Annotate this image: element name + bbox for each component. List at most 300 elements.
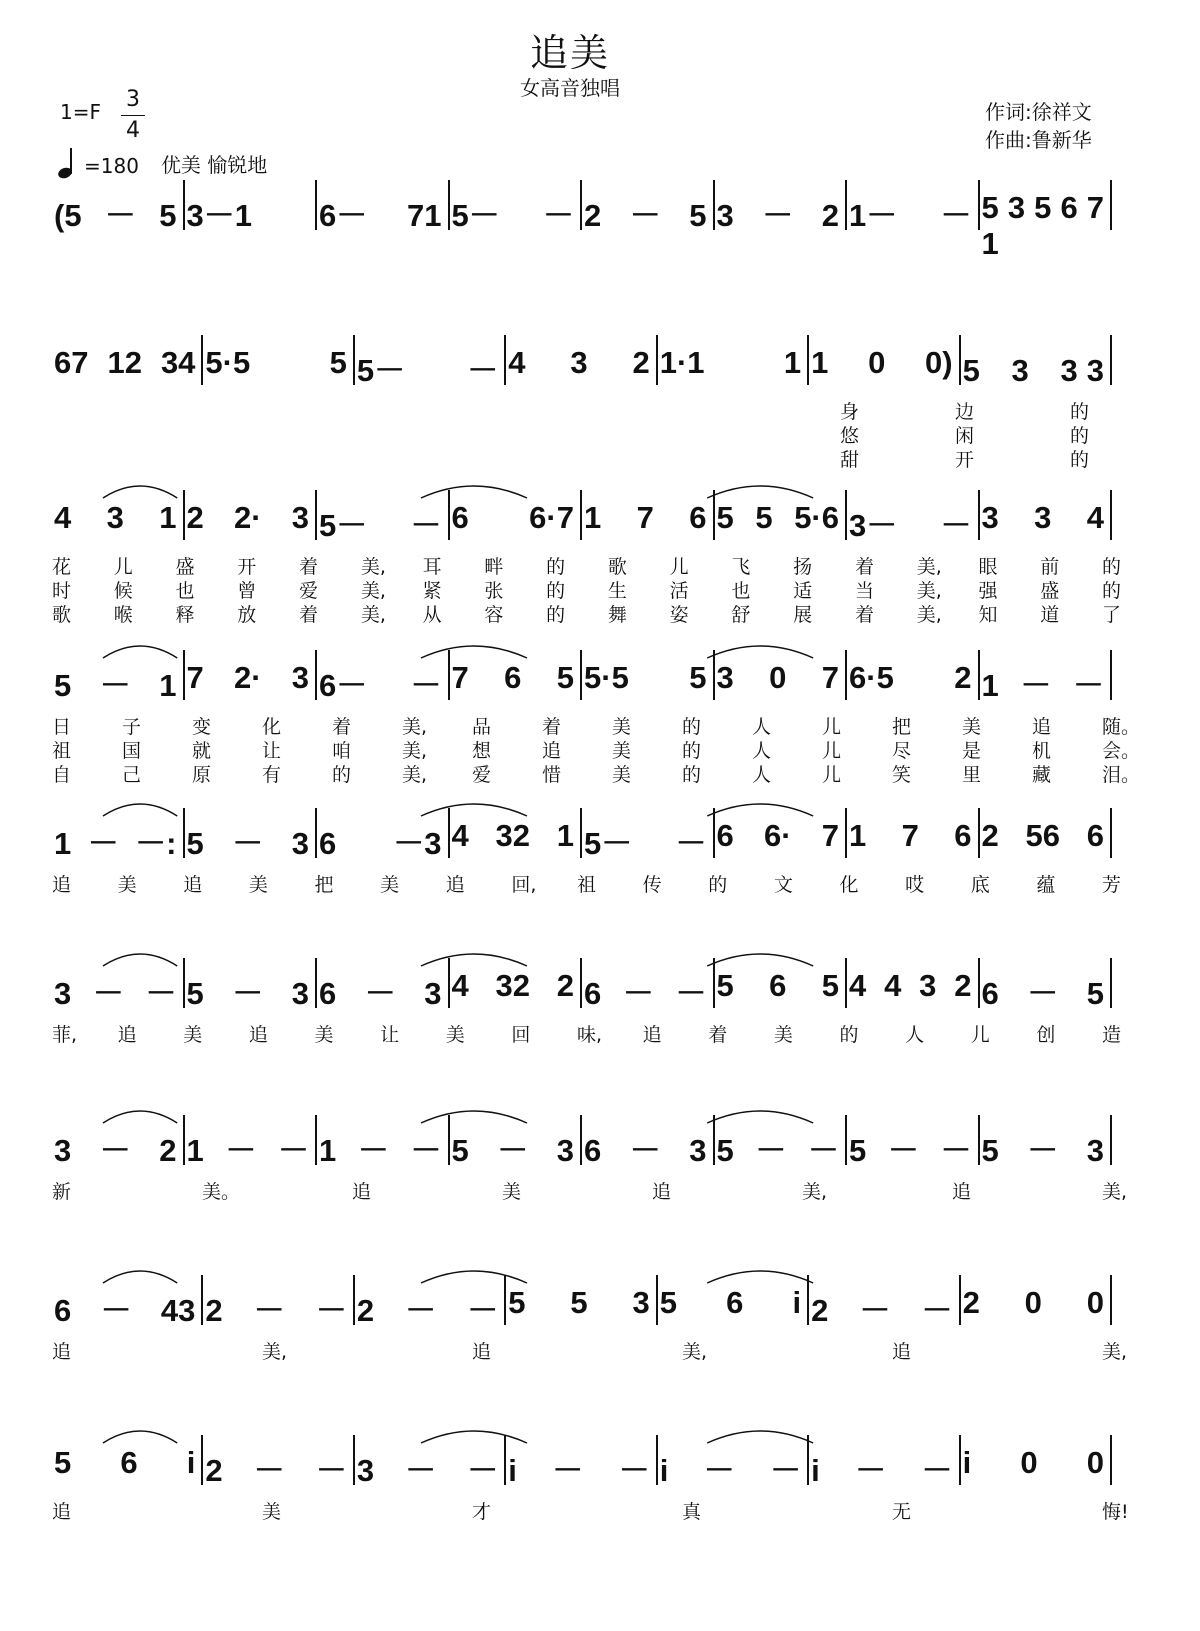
slur-arc [421, 954, 527, 966]
measure: 5·5 5 [584, 660, 707, 695]
lyric-syllable: 创 [1036, 1024, 1056, 1046]
lyric-syllable: 泪。 [1102, 764, 1141, 786]
credits [985, 98, 1092, 154]
lyric-syllable: 美, [262, 1341, 288, 1363]
time-signature-bottom: 4 [126, 118, 140, 143]
measure: 5 5 3 [508, 1285, 650, 1320]
lyric-syllable: 美, [402, 740, 428, 762]
lyric-syllable: 随。 [1102, 716, 1141, 738]
lyrics-block [40, 1177, 1160, 1201]
lyric-syllable: 了 [1102, 604, 1122, 626]
lyric-syllable: 美, [916, 580, 942, 602]
lyric-syllable: 盛 [1040, 580, 1060, 602]
lyric-syllable: 张 [484, 580, 504, 602]
lyric-syllable: 的 [682, 740, 702, 762]
measure: 6 － 3 [319, 976, 442, 1011]
lyric-syllable: 菲, [52, 1024, 78, 1046]
lyric-syllable: 着 [708, 1024, 728, 1046]
measure: 5 － 3 [981, 1133, 1104, 1168]
slur-arc [103, 804, 177, 816]
lyric-syllable: 才 [472, 1501, 492, 1523]
slur-arc [421, 1431, 527, 1443]
measure: i － － [659, 1453, 802, 1488]
lyric-syllable: 开 [237, 556, 257, 578]
lyric-syllable: 展 [793, 604, 813, 626]
measure: 3 － － [356, 1453, 499, 1488]
lyric-syllable: 的 [332, 764, 352, 786]
lyric-syllable: 自 [52, 764, 72, 786]
measure: 5－ － [584, 826, 707, 861]
lyric-syllable: 的 [546, 580, 566, 602]
lyric-syllable: 原 [192, 764, 212, 786]
lyric-syllable: 有 [262, 764, 282, 786]
slur-arc [421, 646, 527, 658]
lyrics-verse [40, 421, 1160, 445]
lyric-syllable: 畔 [484, 556, 504, 578]
lyric-syllable: 美 [262, 1501, 282, 1523]
lyric-syllable: 美, [682, 1341, 708, 1363]
lyrics-block [40, 1020, 1160, 1044]
lyric-syllable: 儿 [822, 716, 842, 738]
lyric-syllable: 儿 [669, 556, 689, 578]
time-signature [118, 85, 148, 146]
lyric-syllable: 道 [1040, 604, 1060, 626]
slur-layer [40, 325, 1160, 345]
slur-arc [707, 1271, 813, 1283]
measure: 5 － 3 [186, 826, 309, 861]
lyric-syllable: 美 [445, 1024, 465, 1046]
measure: 5 6 5 [716, 968, 839, 1003]
measure: 1 － －: [54, 826, 177, 861]
measure: 5 6 i [659, 1285, 802, 1320]
measure: 2 － － [205, 1293, 347, 1328]
lyrics-verse [40, 576, 1160, 600]
staff-row [40, 1435, 1160, 1521]
staff-row [40, 808, 1160, 894]
lyric-syllable: 的 [682, 764, 702, 786]
lyric-syllable: 的 [682, 716, 702, 738]
lyric-syllable: 美, [360, 604, 386, 626]
staff-row [40, 1115, 1160, 1201]
lyric-syllable: 美, [360, 580, 386, 602]
lyric-syllable: 眼 [978, 556, 998, 578]
lyric-syllable: 追 [952, 1181, 972, 1203]
lyric-syllable: 新 [52, 1181, 72, 1203]
lyric-syllable: 悔! [1102, 1501, 1129, 1523]
lyric-syllable: 的 [1070, 401, 1090, 423]
slur-arc [103, 1111, 177, 1123]
tempo-value: =180 [84, 154, 139, 178]
lyric-syllable: 生 [607, 580, 627, 602]
lyric-syllable: 变 [192, 716, 212, 738]
lyric-syllable: 时 [52, 580, 72, 602]
measure: (5 － 5 [54, 198, 177, 233]
lyric-syllable: 里 [962, 764, 982, 786]
measure: 3 0 7 [716, 660, 839, 695]
key-signature: 1=F [60, 100, 101, 124]
lyric-syllable: 追 [642, 1024, 662, 1046]
slur-arc [707, 954, 813, 966]
lyric-syllable: 也 [175, 580, 195, 602]
lyrics-block [40, 552, 1160, 624]
staff-row [40, 1275, 1160, 1361]
lyric-syllable: 爱 [472, 764, 492, 786]
lyric-syllable: 扬 [793, 556, 813, 578]
lyric-syllable: 惜 [542, 764, 562, 786]
lyric-syllable: 飞 [731, 556, 751, 578]
measure: 1－ － [849, 198, 972, 233]
measure: 2 － － [356, 1293, 499, 1328]
lyric-syllable: 歌 [52, 604, 72, 626]
lyric-syllable: 人 [752, 764, 772, 786]
lyric-syllable: 回, [511, 874, 537, 896]
slur-arc [707, 646, 813, 658]
lyrics-verse [40, 1497, 1160, 1521]
lyric-syllable: 闲 [955, 425, 975, 447]
lyric-syllable: 的 [546, 556, 566, 578]
staff-row [40, 490, 1160, 624]
lyric-syllable: 美, [916, 556, 942, 578]
lyric-syllable: 化 [262, 716, 282, 738]
lyricist: 作词:徐祥文 [985, 100, 1092, 124]
lyric-syllable: 悠 [840, 425, 860, 447]
measure: 1·1 1 [659, 345, 802, 380]
measure: 6·5 2 [849, 660, 972, 695]
lyric-syllable: 活 [669, 580, 689, 602]
lyrics-verse [40, 870, 1160, 894]
measure: 1 － － [319, 1133, 442, 1168]
lyric-syllable: 追 [445, 874, 465, 896]
lyric-syllable: 把 [892, 716, 912, 738]
lyric-syllable: 美, [916, 604, 942, 626]
measure: 1 － － [186, 1133, 309, 1168]
lyric-syllable: 爱 [299, 580, 319, 602]
measure: 6 － 3 [584, 1133, 707, 1168]
lyric-syllable: 儿 [113, 556, 133, 578]
lyric-syllable: 美, [360, 556, 386, 578]
lyrics-verse [40, 760, 1160, 784]
lyric-syllable: 耳 [422, 556, 442, 578]
measure: 7 2· 3 [186, 660, 309, 695]
lyrics-verse [40, 552, 1160, 576]
measure: 6 6· 7 [716, 818, 839, 853]
lyric-syllable: 着 [299, 556, 319, 578]
lyric-syllable: 的 [1102, 580, 1122, 602]
slur-arc [421, 804, 527, 816]
lyric-syllable: 喉 [113, 604, 133, 626]
staff-row [40, 650, 1160, 784]
lyric-syllable: 姿 [669, 604, 689, 626]
lyric-syllable: 追 [542, 740, 562, 762]
lyric-syllable: 的 [1102, 556, 1122, 578]
slur-layer [40, 480, 1160, 500]
lyric-syllable: 哎 [905, 874, 925, 896]
lyrics-verse [40, 445, 1160, 469]
measure: 6 － － [584, 976, 707, 1011]
lyric-syllable: 着 [299, 604, 319, 626]
lyric-syllable: 咱 [332, 740, 352, 762]
slur-arc [103, 646, 177, 658]
lyric-syllable: 边 [955, 401, 975, 423]
lyric-syllable: 美, [1102, 1181, 1128, 1203]
lyric-syllable: 舒 [731, 604, 751, 626]
measure: 4 3 1 [54, 500, 177, 535]
slur-layer [40, 1105, 1160, 1125]
lyric-syllable: 舞 [607, 604, 627, 626]
slur-arc [707, 1431, 813, 1443]
measure: 5 － 3 [451, 1133, 574, 1168]
lyric-syllable: 儿 [822, 764, 842, 786]
slur-arc [103, 486, 177, 498]
lyric-syllable: 花 [52, 556, 72, 578]
slur-arc [707, 1111, 813, 1123]
lyric-syllable: 身 [840, 401, 860, 423]
measure: 2 － 5 [584, 198, 707, 233]
lyric-syllable: 强 [978, 580, 998, 602]
slur-arc [421, 486, 527, 498]
lyric-syllable: 美, [402, 764, 428, 786]
lyric-syllable: 美 [612, 740, 632, 762]
lyrics-block [40, 397, 1160, 469]
measure: 3 3 4 [981, 500, 1104, 535]
measure: 3 － 2 [716, 198, 839, 233]
lyric-syllable: 真 [682, 1501, 702, 1523]
lyric-syllable: 适 [793, 580, 813, 602]
lyric-syllable: 也 [731, 580, 751, 602]
lyric-syllable: 美 [248, 874, 268, 896]
lyrics-verse [40, 397, 1160, 421]
lyric-syllable: 着 [854, 556, 874, 578]
lyric-syllable: 是 [962, 740, 982, 762]
lyric-syllable: 底 [970, 874, 990, 896]
lyric-syllable: 的 [1070, 425, 1090, 447]
lyric-syllable: 品 [472, 716, 492, 738]
measure: 6 － 43 [54, 1293, 196, 1328]
measure: 1 － － [981, 668, 1104, 703]
lyric-syllable: 美 [962, 716, 982, 738]
lyric-syllable: 曾 [237, 580, 257, 602]
lyric-syllable: 人 [905, 1024, 925, 1046]
lyric-syllable: 美 [117, 874, 137, 896]
lyric-syllable: 儿 [822, 740, 842, 762]
lyric-syllable: 容 [484, 604, 504, 626]
composer: 作曲:鲁新华 [985, 128, 1092, 152]
lyric-syllable: 的 [1070, 449, 1090, 471]
measure: 3 － 2 [54, 1133, 177, 1168]
measure: 2 56 6 [981, 818, 1104, 853]
lyric-syllable: 的 [708, 874, 728, 896]
lyrics-verse [40, 1337, 1160, 1361]
measure: 2 － － [205, 1453, 347, 1488]
lyric-syllable: 美 [612, 716, 632, 738]
song-title: 追美 [529, 31, 610, 75]
lyric-syllable: 追 [472, 1341, 492, 1363]
slur-layer [40, 1425, 1160, 1445]
measure: 4 32 1 [451, 818, 574, 853]
lyric-syllable: 国 [122, 740, 142, 762]
lyric-syllable: 把 [314, 874, 334, 896]
measure: 5 － － [716, 1133, 839, 1168]
measure: 5 6 i [54, 1445, 196, 1480]
lyrics-verse [40, 600, 1160, 624]
staff-row [40, 180, 1160, 261]
measure: 2 2· 3 [186, 500, 309, 535]
slur-layer [40, 170, 1160, 190]
measure: 5 5 5·6 [716, 500, 839, 535]
lyric-syllable: 笑 [892, 764, 912, 786]
lyric-syllable: 蕴 [1036, 874, 1056, 896]
measure: 5－ － [356, 353, 499, 388]
slur-arc [103, 954, 177, 966]
song-subtitle: 女高音独唱 [520, 76, 620, 100]
lyric-syllable: 无 [892, 1501, 912, 1523]
measure: 6－ － [319, 668, 442, 703]
lyric-syllable: 造 [1102, 1024, 1122, 1046]
measure: 5 3 5 6 7 1 [981, 190, 1104, 261]
lyric-syllable: 着 [854, 604, 874, 626]
lyrics-verse [40, 736, 1160, 760]
measure: 6 － 5 [981, 976, 1104, 1011]
lyric-syllable: 知 [978, 604, 998, 626]
lyric-syllable: 让 [262, 740, 282, 762]
lyric-syllable: 味, [577, 1024, 603, 1046]
measure: 6 6·7 [451, 500, 574, 535]
measure: 1 0 0) [811, 345, 953, 380]
lyric-syllable: 从 [422, 604, 442, 626]
lyric-syllable: 美, [402, 716, 428, 738]
lyric-syllable: 歌 [607, 556, 627, 578]
lyric-syllable: 人 [752, 740, 772, 762]
measure: 5－ － [319, 508, 442, 543]
lyric-syllable: 人 [752, 716, 772, 738]
lyric-syllable: 追 [352, 1181, 372, 1203]
lyric-syllable: 祖 [577, 874, 597, 896]
lyric-syllable: 美 [612, 764, 632, 786]
slur-layer [40, 1265, 1160, 1285]
lyric-syllable: 让 [380, 1024, 400, 1046]
slur-arc [103, 1431, 177, 1443]
slur-arc [707, 804, 813, 816]
lyric-syllable: 文 [773, 874, 793, 896]
measure: 4 4 3 2 [849, 968, 972, 1003]
lyric-syllable: 放 [237, 604, 257, 626]
measure: 6－ 71 [319, 198, 442, 233]
lyric-syllable: 美 [183, 1024, 203, 1046]
measure: 1 7 6 [584, 500, 707, 535]
measure: 1 7 6 [849, 818, 972, 853]
lyric-syllable: 前 [1040, 556, 1060, 578]
lyric-syllable: 追 [1032, 716, 1052, 738]
lyrics-block [40, 870, 1160, 894]
staff-row [40, 958, 1160, 1044]
measure: 3－ － [849, 508, 972, 543]
lyric-syllable: 追 [52, 1501, 72, 1523]
measure: 5 3 3 3 [962, 353, 1104, 388]
lyrics-block [40, 1337, 1160, 1361]
lyric-syllable: 追 [52, 1341, 72, 1363]
lyric-syllable: 释 [175, 604, 195, 626]
measure: 5 － － [849, 1133, 972, 1168]
lyrics-block [40, 1497, 1160, 1521]
measure: 2 0 0 [962, 1285, 1104, 1320]
lyric-syllable: 美 [314, 1024, 334, 1046]
lyric-syllable: 美, [1102, 1341, 1128, 1363]
lyric-syllable: 追 [652, 1181, 672, 1203]
measure: 7 6 5 [451, 660, 574, 695]
slur-arc [421, 1271, 527, 1283]
lyric-syllable: 美。 [202, 1181, 241, 1203]
lyrics-block [40, 712, 1160, 784]
measure: 2 － － [811, 1293, 953, 1328]
lyrics-verse [40, 1020, 1160, 1044]
measure: 5·5 5 [205, 345, 347, 380]
slur-arc [421, 1111, 527, 1123]
measure: i － － [811, 1453, 953, 1488]
slur-layer [40, 640, 1160, 660]
lyric-syllable: 追 [117, 1024, 137, 1046]
lyric-syllable: 追 [248, 1024, 268, 1046]
measure: i 0 0 [962, 1445, 1104, 1480]
measure: 5－ － [451, 198, 574, 233]
lyric-syllable: 的 [546, 604, 566, 626]
lyric-syllable: 子 [122, 716, 142, 738]
lyric-syllable: 甜 [840, 449, 860, 471]
lyric-syllable: 的 [839, 1024, 859, 1046]
slur-arc [707, 486, 813, 498]
lyric-syllable: 祖 [52, 740, 72, 762]
lyric-syllable: 芳 [1102, 874, 1122, 896]
lyric-syllable: 追 [52, 874, 72, 896]
staff-row [40, 335, 1160, 469]
measure: 4 32 2 [451, 968, 574, 1003]
lyric-syllable: 美 [773, 1024, 793, 1046]
slur-layer [40, 948, 1160, 968]
lyric-syllable: 就 [192, 740, 212, 762]
measure: 6 －3 [319, 826, 442, 861]
lyric-syllable: 藏 [1032, 764, 1052, 786]
lyrics-verse [40, 1177, 1160, 1201]
measure: 4 3 2 [508, 345, 650, 380]
lyric-syllable: 着 [332, 716, 352, 738]
expression-text: 优美 愉锐地 [160, 153, 268, 177]
lyric-syllable: 候 [113, 580, 133, 602]
measure: 3－1 [186, 198, 252, 233]
lyrics-verse [40, 712, 1160, 736]
lyric-syllable: 化 [839, 874, 859, 896]
lyric-syllable: 开 [955, 449, 975, 471]
lyric-syllable: 美 [380, 874, 400, 896]
slur-arc [103, 1271, 177, 1283]
measure: i － － [508, 1453, 650, 1488]
measure: 5 － 1 [54, 668, 177, 703]
lyric-syllable: 美, [802, 1181, 828, 1203]
lyric-syllable: 想 [472, 740, 492, 762]
lyric-syllable: 机 [1032, 740, 1052, 762]
slur-layer [40, 798, 1160, 818]
lyric-syllable: 当 [854, 580, 874, 602]
measure: 67 12 34 [54, 345, 196, 380]
lyric-syllable: 己 [122, 764, 142, 786]
lyric-syllable: 着 [542, 716, 562, 738]
lyric-syllable: 盛 [175, 556, 195, 578]
lyric-syllable: 回 [511, 1024, 531, 1046]
measure: 5 － 3 [186, 976, 309, 1011]
time-signature-top: 3 [126, 87, 140, 112]
lyric-syllable: 追 [892, 1341, 912, 1363]
lyric-syllable: 传 [642, 874, 662, 896]
lyric-syllable: 会。 [1102, 740, 1141, 762]
lyric-syllable: 追 [183, 874, 203, 896]
